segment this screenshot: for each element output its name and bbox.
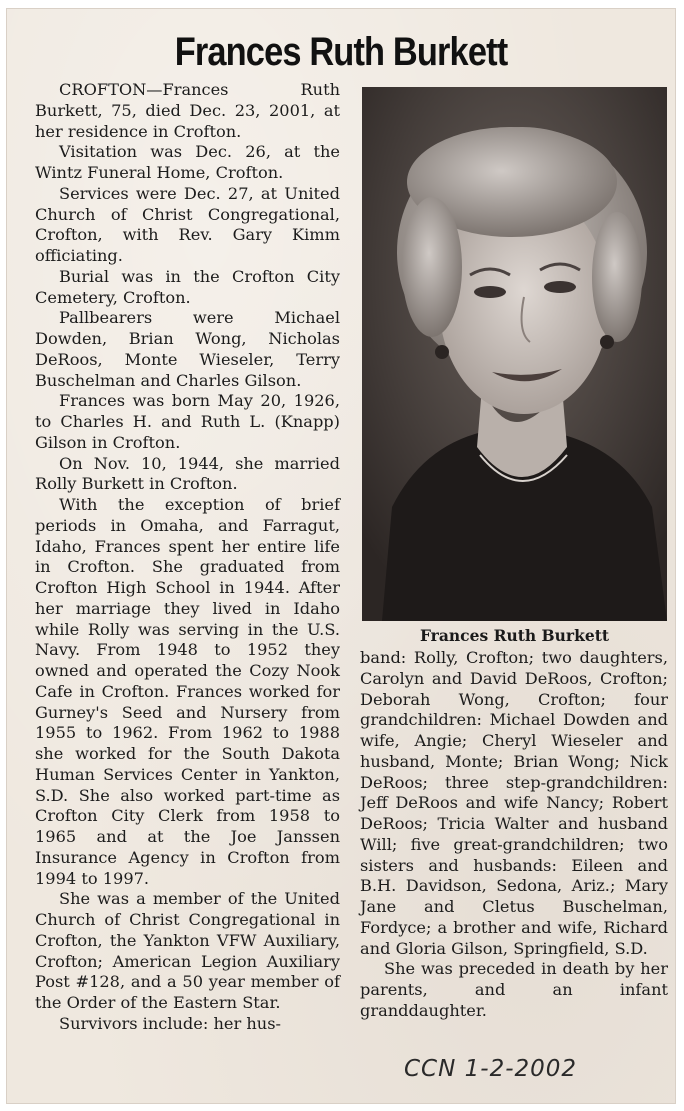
left-column: [35, 80, 340, 1035]
newspaper-clipping: [6, 8, 676, 1104]
portrait-photo: [362, 87, 667, 621]
paragraph-services: Services were Dec. 27, at United Church of Christ Congregational, Crofton, with Rev. Gary Kimm officiating.: [35, 183, 340, 265]
portrait-illustration: [362, 87, 667, 621]
paragraph-burial: Burial was in the Crofton City Cemetery, Crofton.: [35, 266, 340, 307]
paragraph-survivors-start: Survivors include: her hus-: [59, 1013, 281, 1033]
photo-caption: Frances Ruth Burkett: [419, 626, 610, 645]
headline: Frances Ruth Burkett: [174, 30, 508, 74]
paragraph-life: With the exception of brief periods in Omaha, and Farragut, Idaho, Frances spent her entire life in Crofton. She graduated from Crofton High School in 1944. After her marriage they lived in Idaho while Rolly was serving in the U.S. Navy. From 1948 to 1952 they owned and operated the Cozy Nook Cafe in Crofton. Frances worked for Gurney's Seed and Nursery from 1955 to 1962. From 1962 to 1988 she worked for the South Dakota Human Services Center in Yankton, S.D. She also worked part-time as Crofton City Clerk from 1958 to 1965 and at the Joe Janssen Insurance Agency in Crofton from 1994 to 1997.: [35, 495, 340, 888]
paragraph-pallbearers: Pallbearers were Michael Dowden, Brian Wong, Nicholas DeRoos, Monte Wieseler, Terry Buschelman and Charles Gilson.: [35, 308, 340, 390]
paragraph-birth: Frances was born May 20, 1926, to Charles H. and Ruth L. (Knapp) Gilson in Crofton.: [35, 391, 340, 452]
paragraph-death-notice: CROFTON—Frances Ruth Burkett, 75, died Dec. 23, 2001, at her residence in Crofton.: [35, 80, 340, 141]
paragraph-visitation: Visitation was Dec. 26, at the Wintz Funeral Home, Crofton.: [35, 142, 340, 182]
paragraph-survivors-continued: band: Rolly, Crofton; two daughters, Carolyn and David DeRoos, Crofton; Deborah Wong, Crofton; four grandchildren: Michael Dowden and wife, Angie; Cheryl Wieseler and husband, Monte; Brian Wong; Nick DeRoos; three step-grandchildren: Jeff DeRoos and wife Nancy; Robert DeRoos; Tricia Walter and husband Will; five great-grandchildren; two sisters and husbands: Eileen and B.H. Davidson, Sedona, Ariz.; Mary Jane and Cletus Buschelman, Fordyce; a brother and wife, Richard and Gloria Gilson, Springfield, S.D.: [360, 648, 668, 958]
handwritten-date-note: CCN 1-2-2002: [404, 1056, 578, 1082]
paragraph-memberships: She was a member of the United Church of Christ Congregational in Crofton, the Yankton VFW Auxiliary, Crofton; American Legion Auxiliary Post #128, and a 50 year member of the Order of the Eastern Star.: [35, 889, 340, 1012]
paragraph-marriage: On Nov. 10, 1944, she married Rolly Burkett in Crofton.: [35, 453, 340, 494]
right-column: [360, 648, 668, 1022]
paragraph-preceded-in-death: She was preceded in death by her parents, and an infant granddaughter.: [360, 959, 668, 1020]
